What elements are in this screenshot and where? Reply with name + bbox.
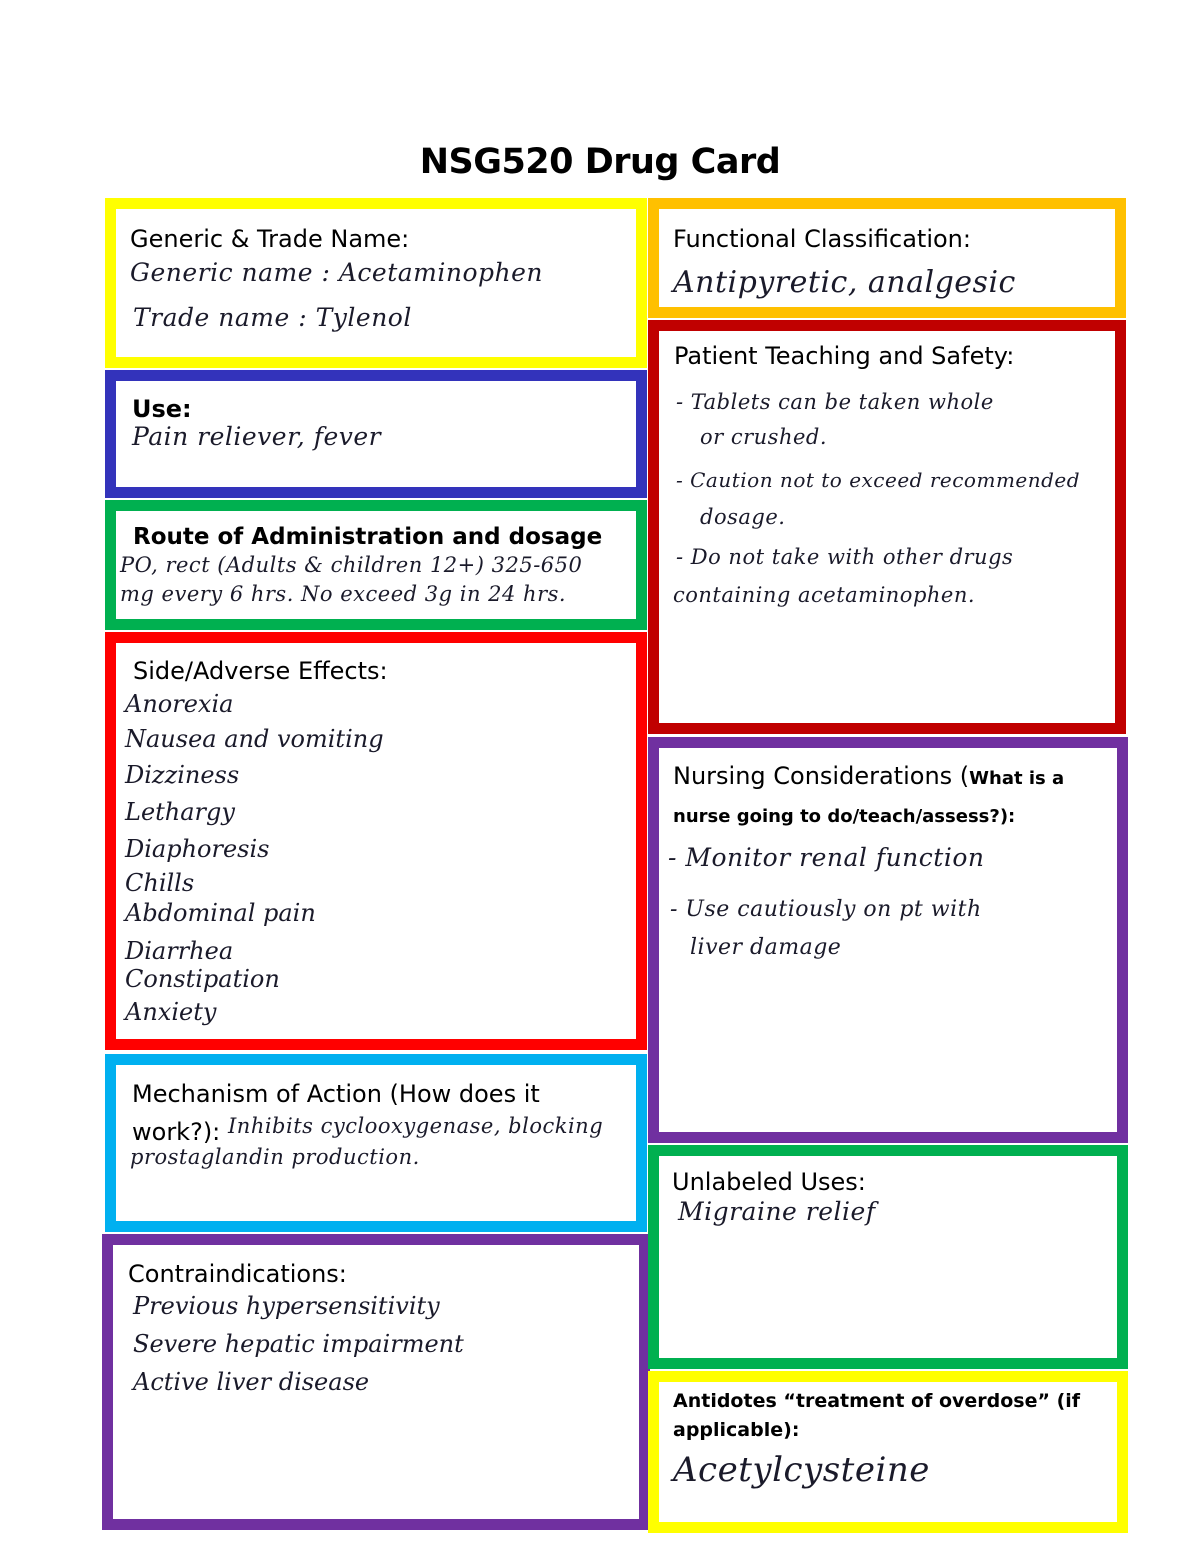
unlabeled-uses-label: Unlabeled Uses: [672,1168,866,1196]
side-effect-item: Abdominal pain [125,899,316,927]
contraindications-list [133,1292,464,1406]
page-title: NSG520 Drug Card [419,142,781,182]
teaching-line: - Caution not to exceed recommended [676,468,1081,492]
contraindication-item: Severe hepatic impairment [133,1330,464,1358]
teaching-line: - Tablets can be taken whole [676,390,994,414]
contraindication-item: Active liver disease [133,1368,370,1396]
teaching-line: or crushed. [700,425,828,449]
generic-trade-label: Generic & Trade Name: [130,225,410,253]
nursing-label [673,762,1064,791]
contraindication-item: Previous hypersensitivity [133,1292,440,1320]
side-effects-label: Side/Adverse Effects: [133,657,388,685]
contraindications-label: Contraindications: [128,1260,347,1288]
nursing-line: liver damage [690,935,842,960]
generic-name-value: Generic name : Acetaminophen [130,258,544,287]
mechanism-label-line1: Mechanism of Action (How does it [132,1080,540,1108]
nursing-line: - Use cautiously on pt with [670,897,982,922]
side-effect-item: Constipation [125,965,280,993]
side-effect-item: Nausea and vomiting [125,725,384,753]
route-value-line1: PO, rect (Adults & children 12+) 325-650 [120,553,583,577]
mechanism-value-line2: prostaglandin production. [130,1145,420,1169]
mechanism-value-line1: Inhibits cyclooxygenase, blocking [228,1114,604,1138]
nursing-label-small2: nurse going to do/teach/assess?): [673,806,1016,827]
use-label: Use: [132,395,192,423]
side-effect-item: Chills [125,869,195,897]
nursing-label-main: Nursing Considerations ( [673,762,970,790]
unlabeled-uses-value: Migraine relief [678,1197,876,1226]
use-value: Pain reliever, fever [132,422,382,451]
side-effect-item: Dizziness [125,761,240,789]
side-effect-item: Anxiety [125,998,217,1026]
mechanism-label-line2: work?): [132,1118,221,1146]
side-effects-list [125,690,384,1028]
route-value-line2: mg every 6 hrs. No exceed 3g in 24 hrs. [120,582,567,606]
teaching-line: containing acetaminophen. [673,583,976,607]
teaching-label: Patient Teaching and Safety: [674,342,1015,370]
teaching-line: - Do not take with other drugs [676,545,1014,569]
trade-name-value: Trade name : Tylenol [133,303,412,332]
functional-classification-value: Antipyretic, analgesic [673,265,1016,300]
side-effect-item: Diarrhea [125,937,234,965]
antidotes-label-line1: Antidotes “treatment of overdose” (if [673,1390,1081,1412]
teaching-line: dosage. [700,505,786,529]
antidotes-value: Acetylcysteine [673,1450,930,1490]
nursing-line: - Monitor renal function [668,843,985,872]
route-label: Route of Administration and dosage [133,524,603,550]
functional-classification-label: Functional Classification: [673,225,971,253]
antidotes-label-line2: applicable): [673,1419,800,1441]
side-effect-item: Lethargy [125,798,235,826]
side-effect-item: Diaphoresis [125,835,270,863]
side-effect-item: Anorexia [125,690,234,718]
functional-classification-box [648,198,1126,318]
nursing-label-small1: What is a [969,768,1065,789]
